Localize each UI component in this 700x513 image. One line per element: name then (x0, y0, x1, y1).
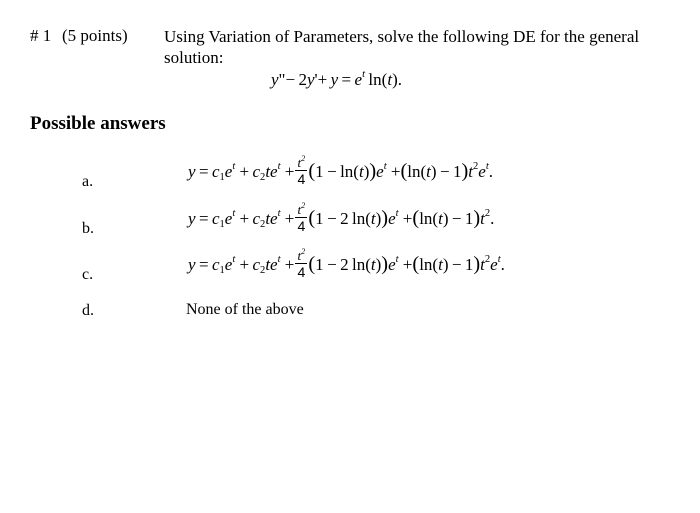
fraction-t2-over-4: $\frac{t^2}{4}$ (295, 156, 307, 187)
option-d-letter: d. (82, 302, 94, 319)
option-c-equation: $y = c_1e^t + c_2te^t$ + $\frac{t^2}{4}$ (1 − 2 $\ln(t))e^t +(\ln(t) - 1)t^2e^t$. (188, 246, 505, 280)
option-a-letter: a. (82, 173, 94, 190)
fraction-t2-over-4: $\frac{t^2}{4}$ (295, 249, 307, 280)
question-points: (5 points) (62, 26, 128, 45)
answers-heading: Possible answers (30, 113, 166, 134)
differential-equation: y"− $2y'+ y = e^t$ ln(t). (271, 69, 402, 89)
option-c-letter: c. (82, 266, 94, 283)
option-b-equation: $y = c_1e^t + c_2te^t$ + $\frac{t^2}{4}$ (1 − 2 $\ln(t))e^t +(\ln(t) - 1)t^2$. (188, 200, 495, 234)
option-a-equation: $y = c_1e^t + c_2te^t$ + $\frac{t^2}{4}$ $(1 - \ln(t))e^t +(\ln(t) - 1)t^2e^t$. (188, 153, 493, 187)
question-prompt: Using Variation of Parameters, solve the following DE for the general solution: (164, 27, 640, 67)
option-b-letter: b. (82, 220, 94, 237)
fraction-t2-over-4: $\frac{t^2}{4}$ (295, 203, 307, 234)
option-d-text: None of the above (186, 301, 304, 318)
question-number: # 1 (30, 26, 52, 45)
